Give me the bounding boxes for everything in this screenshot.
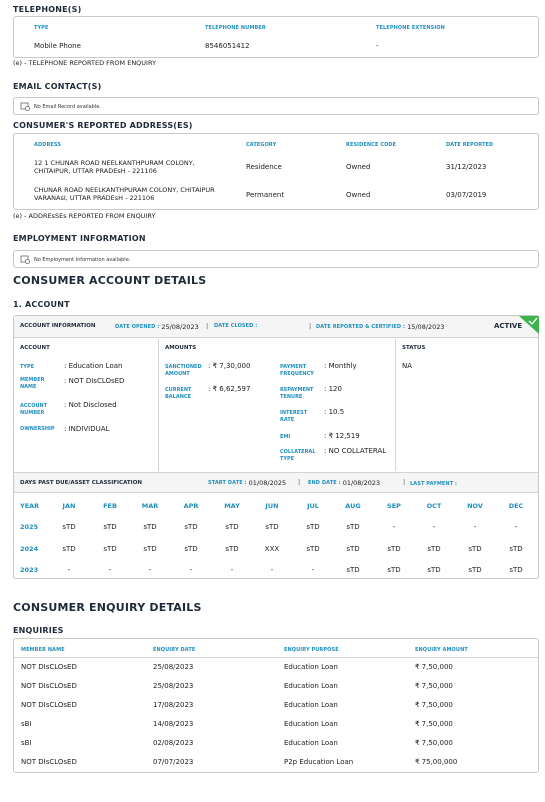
dpd-year-label: 2025: [20, 523, 39, 531]
address-header-residence-code: RESIDENCE CODE: [346, 142, 397, 148]
dpd-cell: sTD: [346, 566, 360, 574]
enquiry-amount: ₹ 7,50,000: [415, 739, 453, 747]
dpd-cell: -: [189, 566, 193, 574]
ownership-value: : INDIVIDUAL: [64, 425, 110, 433]
dpd-cell: sTD: [143, 523, 157, 531]
dpd-header-month: OCT: [426, 502, 442, 510]
empty-record-icon: [20, 255, 30, 264]
telephone-extension: -: [376, 42, 379, 50]
dpd-cell: sTD: [306, 523, 320, 531]
enquiry-row: [14, 758, 538, 772]
dpd-header-month: APR: [183, 502, 199, 510]
telephone-header-type: TYPE: [34, 25, 49, 31]
current-balance-value: : ₹ 6,62,597: [208, 385, 251, 393]
enquiry-row: [14, 701, 538, 715]
account-card: [13, 315, 539, 579]
dpd-cell: -: [148, 566, 152, 574]
account-number-label: ACCOUNT NUMBER: [20, 403, 48, 416]
account-subtitle: 1. ACCOUNT: [13, 300, 70, 309]
dpd-cell: -: [270, 566, 274, 574]
dpd-header-month: MAR: [141, 502, 159, 510]
enquiry-purpose: Education Loan: [284, 663, 338, 671]
dpd-header-month: JAN: [62, 502, 76, 510]
address-header-date: DATE REPORTED: [446, 142, 494, 148]
enquiry-purpose: Education Loan: [284, 682, 338, 690]
enquiry-amount: ₹ 7,50,000: [415, 720, 453, 728]
enquiry-date: 25/08/2023: [153, 663, 194, 671]
separator: |: [206, 322, 209, 330]
account-type-value: : Education Loan: [64, 362, 123, 370]
end-date-label: END DATE :: [308, 480, 341, 486]
account-number-value: : Not Disclosed: [64, 401, 117, 409]
email-empty-box: [13, 97, 539, 115]
email-empty-text: No Email Record available.: [34, 103, 101, 110]
dpd-cell: sTD: [346, 523, 360, 531]
enquiry-member: NOT DIsCLOsED: [21, 758, 77, 766]
address-code: Owned: [346, 163, 371, 171]
dpd-cell: sTD: [265, 523, 279, 531]
emi-value: : ₹ 12,519: [324, 432, 360, 440]
telephone-type: Mobile Phone: [34, 42, 81, 50]
dpd-cell: -: [473, 523, 477, 531]
col-status-label: STATUS: [402, 345, 426, 351]
employment-section-title: EMPLOYMENT INFORMATION: [13, 234, 146, 243]
dpd-cell: sTD: [103, 545, 117, 553]
sanctioned-amount-label: SANCTIONED AMOUNT: [165, 364, 202, 377]
enquiry-header-date: ENQUIRY DATE: [153, 647, 196, 653]
dpd-cell: sTD: [468, 545, 482, 553]
address-category: Permanent: [246, 191, 285, 199]
telephone-note: (e) - TELEPHONE REPORTED FROM ENQUIRY: [13, 59, 157, 67]
dpd-cell: sTD: [387, 566, 401, 574]
address-category: Residence: [246, 163, 282, 171]
dpd-cell: sTD: [468, 566, 482, 574]
sanctioned-amount-value: : ₹ 7,30,000: [208, 362, 251, 370]
enquiry-purpose: Education Loan: [284, 720, 338, 728]
account-details-title: CONSUMER ACCOUNT DETAILS: [13, 274, 207, 287]
repayment-tenure-value: : 120: [324, 385, 342, 393]
employment-empty-box: [13, 250, 539, 268]
address-section-title: CONSUMER'S REPORTED ADDRESS(ES): [13, 121, 193, 130]
dpd-year-label: 2024: [20, 545, 39, 553]
enquiry-header-amount: ENQUIRY AMOUNT: [415, 647, 468, 653]
dpd-header-month: JUL: [307, 502, 319, 510]
end-date-value: 01/08/2023: [342, 479, 381, 487]
empty-record-icon: [20, 102, 30, 111]
separator: |: [298, 478, 301, 486]
member-name-label: MEMBER NAME: [20, 377, 45, 390]
address-table: [13, 133, 539, 210]
dpd-cell: sTD: [306, 545, 320, 553]
address-date: 31/12/2023: [446, 163, 487, 171]
date-reported-value: 15/08/2023: [407, 323, 445, 331]
dpd-label: DAYS PAST DUE/ASSET CLASSIFICATION: [20, 480, 142, 486]
start-date-label: START DATE :: [208, 480, 247, 486]
address-date: 03/07/2019: [446, 191, 487, 199]
enquiry-member: NOT DIsCLOsED: [21, 682, 77, 690]
enquiry-row: [14, 663, 538, 677]
dpd-cell: sTD: [225, 545, 239, 553]
telephone-header-number: TELEPHONE NUMBER: [205, 25, 266, 31]
dpd-header-month: NOV: [467, 502, 483, 510]
repayment-tenure-label: REPAYMENT TENURE: [280, 387, 314, 400]
enquiry-subtitle: ENQUIRIES: [13, 626, 64, 635]
interest-rate-value: : 10.5: [324, 408, 345, 416]
enquiry-header-purpose: ENQUIRY PURPOSE: [284, 647, 339, 653]
separator: |: [309, 322, 312, 330]
current-balance-label: CURRENT BALANCE: [165, 387, 192, 400]
status-value: NA: [402, 362, 413, 370]
dpd-cell: -: [108, 566, 112, 574]
enquiry-amount: ₹ 7,50,000: [415, 663, 453, 671]
member-name-value: : NOT DIsCLOsED: [64, 377, 125, 385]
enquiry-amount: ₹ 75,00,000: [415, 758, 458, 766]
dpd-header-month: SEP: [387, 502, 401, 510]
address-line1: CHUNAR ROAD NEELKANTHPURAM COLONY, CHITAIPUR: [34, 186, 215, 194]
enquiry-member: sBI: [21, 720, 32, 728]
dpd-header-month: AUG: [345, 502, 361, 510]
dpd-header-month: MAY: [224, 502, 240, 510]
dpd-cell: sTD: [346, 545, 360, 553]
address-header-category: CATEGORY: [246, 142, 277, 148]
ownership-label: OWNERSHIP: [20, 426, 55, 432]
telephone-table: [13, 16, 539, 58]
status-badge: ACTIVE: [494, 322, 523, 330]
enquiry-date: 14/08/2023: [153, 720, 194, 728]
dpd-cell: sTD: [509, 545, 523, 553]
address-line2: VARANAsI, UTTAR PRADEsH - 221106: [34, 194, 155, 202]
enquiry-purpose: P2p Education Loan: [284, 758, 354, 766]
telephone-number: 8546051412: [205, 42, 250, 50]
enquiry-header-member: MEMBER NAME: [21, 647, 65, 653]
dpd-cell: -: [230, 566, 234, 574]
last-payment-label: LAST PAYMENT :: [410, 481, 458, 487]
dpd-header-year: YEAR: [20, 502, 40, 510]
address-row: [34, 186, 215, 202]
address-header-address: ADDRESS: [34, 142, 62, 148]
enquiry-purpose: Education Loan: [284, 739, 338, 747]
telephone-header-extension: TELEPHONE EXTENSION: [376, 25, 445, 31]
dpd-cell: sTD: [184, 523, 198, 531]
start-date-value: 01/08/2025: [248, 479, 287, 487]
enquiry-row: [14, 682, 538, 696]
dpd-cell: sTD: [62, 523, 76, 531]
telephone-section-title: TELEPHONE(S): [13, 5, 82, 14]
dpd-cell: sTD: [427, 545, 441, 553]
enquiry-date: 25/08/2023: [153, 682, 194, 690]
check-icon: [519, 316, 539, 334]
dpd-cell: sTD: [509, 566, 523, 574]
enquiry-date: 17/08/2023: [153, 701, 194, 709]
dpd-cell: sTD: [427, 566, 441, 574]
dpd-cell: -: [392, 523, 396, 531]
enquiry-member: NOT DIsCLOsED: [21, 701, 77, 709]
dpd-cell: sTD: [225, 523, 239, 531]
enquiry-date: 07/07/2023: [153, 758, 194, 766]
address-code: Owned: [346, 191, 371, 199]
dpd-cell: sTD: [103, 523, 117, 531]
enquiry-member: sBI: [21, 739, 32, 747]
dpd-year-label: 2023: [20, 566, 39, 574]
emi-label: EMI: [280, 434, 291, 440]
col-amounts-label: AMOUNTS: [165, 345, 197, 351]
date-closed-label: DATE CLOSED :: [214, 323, 258, 329]
dpd-cell: XXX: [264, 545, 280, 553]
interest-rate-label: INTEREST RATE: [280, 410, 308, 423]
date-opened-label: DATE OPENED :: [115, 324, 160, 330]
enquiry-row: [14, 720, 538, 734]
enquiry-date: 02/08/2023: [153, 739, 194, 747]
enquiry-details-title: CONSUMER ENQUIRY DETAILS: [13, 601, 202, 614]
col-account-label: ACCOUNT: [20, 345, 50, 351]
dpd-header-month: JUN: [265, 502, 279, 510]
enquiry-row: [14, 739, 538, 753]
dpd-header-month: DEC: [508, 502, 524, 510]
address-line2: CHITAIPUR, UTTAR PRADEsH - 221106: [34, 167, 157, 175]
enquiry-member: NOT DIsCLOsED: [21, 663, 77, 671]
enquiry-table: [13, 638, 539, 773]
enquiry-amount: ₹ 7,50,000: [415, 682, 453, 690]
dpd-cell: sTD: [62, 545, 76, 553]
dpd-cell: sTD: [184, 545, 198, 553]
dpd-cell: -: [67, 566, 71, 574]
employment-empty-text: No Employment Information available.: [34, 256, 131, 263]
collateral-type-label: COLLATERAL TYPE: [280, 449, 316, 462]
payment-frequency-value: : Monthly: [324, 362, 357, 370]
dpd-cell: -: [514, 523, 518, 531]
dpd-cell: sTD: [387, 545, 401, 553]
collateral-type-value: : NO COLLATERAL: [324, 447, 387, 455]
address-row: [34, 159, 195, 175]
enquiry-amount: ₹ 7,50,000: [415, 701, 453, 709]
dpd-cell: -: [311, 566, 315, 574]
address-line1: 12 1 CHUNAR ROAD NEELKANTHPURAM COLONY,: [34, 159, 195, 167]
enquiry-purpose: Education Loan: [284, 701, 338, 709]
date-opened-value: 25/08/2023: [161, 323, 199, 331]
dpd-cell: sTD: [143, 545, 157, 553]
account-type-label: TYPE: [20, 364, 35, 370]
date-reported-label: DATE REPORTED & CERTIFIED :: [316, 324, 406, 330]
separator: |: [403, 478, 406, 486]
dpd-cell: -: [432, 523, 436, 531]
account-info-label: ACCOUNT INFORMATION: [20, 323, 96, 329]
address-note: (e) - ADDREsSEs REPORTED FROM ENQUIRY: [13, 212, 156, 220]
email-section-title: EMAIL CONTACT(S): [13, 82, 102, 91]
dpd-header-month: FEB: [103, 502, 117, 510]
payment-frequency-label: PAYMENT FREQUENCY: [280, 364, 314, 377]
